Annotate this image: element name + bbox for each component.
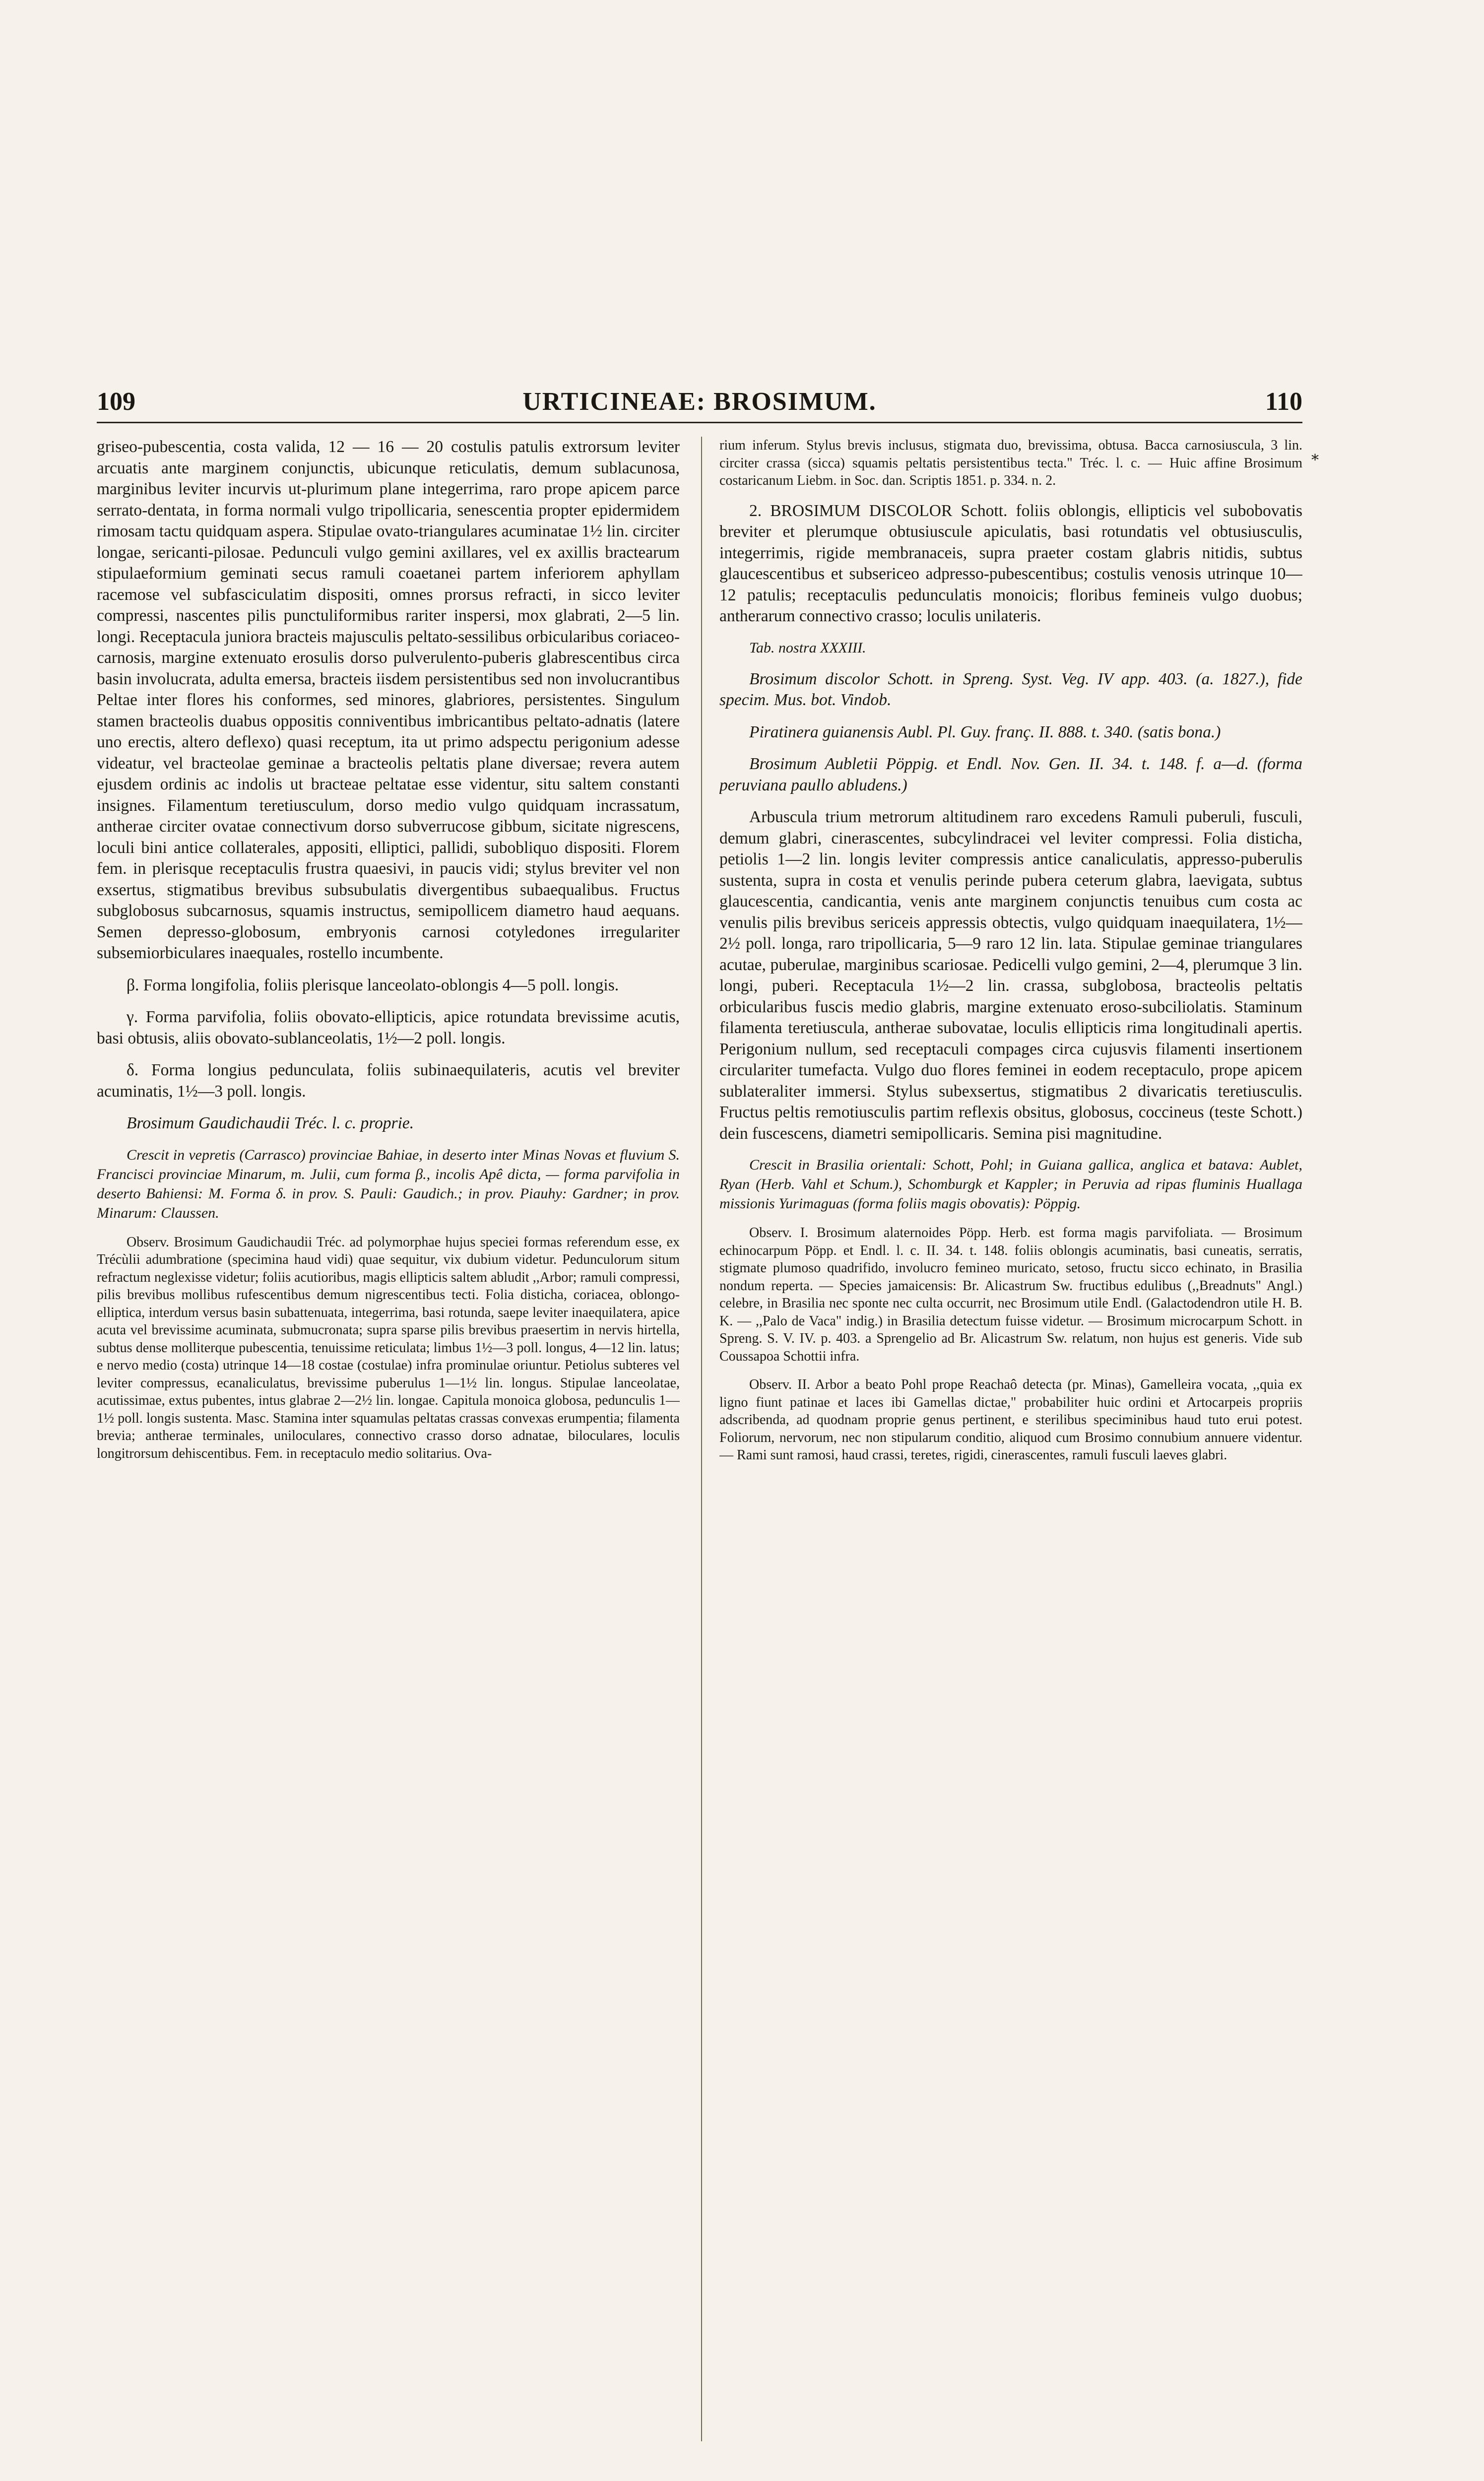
synonym-3: Brosimum Aubletii Pöppig. et Endl. Nov. Gen. II. 34. t. 148. f. a—d. (forma peruviana paullo abludens.)	[719, 755, 1302, 794]
margin-mark: *	[1311, 452, 1319, 469]
species-diagnosis: 2. BROSIMUM DISCOLOR Schott. foliis oblongis, ellipticis vel subobovatis breviter et plerumque obtusiuscule apiculatis, basi rotundatis vel obtusiusculis, integerrimis, rigide membranaceis, supra praeter costam glabris nitidis, subtus glaucescentibus et subsericeo adpresso-pubescentibus; costulis venosis utrinque 10—12 patulis; receptaculis pedunculatis monoicis; floribus femineis vulgo duobus; antherarum connectivo crasso; loculis unilateris.	[719, 501, 1302, 625]
left-column	[97, 437, 680, 2461]
plate-reference: Tab. nostra XXXIII.	[749, 639, 866, 656]
locality-paragraph: Crescit in vepretis (Carrasco) provinciae Bahiae, in deserto inter Minas Novas et fluvium S. Francisci provinciae Minarum, m. Julii, cum forma β., incolis Apê dicta, — forma parvifolia in deserto Bahiensi: M. Forma δ. in prov. S. Pauli: Gaudich.; in prov. Piauhy: Gardner; in prov. Minarum: Claussen.	[97, 1146, 680, 1221]
observation-paragraph: Observ. Brosimum Gaudichaudii Tréc. ad polymorphae hujus speciei formas referendum esse, ex Trécùlii adumbratione (specimina haud vidi) quae sequitur, vix dubium videtur. Pedunculorum situm refractum neglexisse videtur; foliis acutioribus, magis ellipticis saltem abludit ,,Arbor; ramuli compressi, pilis brevibus mollibus rufescentibus demum nigrescentibus tecti. Folia disticha, coriacea, oblongo-elliptica, interdum versus basin subattenuata, integerrima, basi rotunda, saepe leviter inaequilatera, apice acuta vel brevissime acuminata, submucronata; supra sparse pilis brevibus praesertim in nervis hirtella, subtus dense molliterque pubescentia, tenuissime reticulata; limbus 1½—3 poll. longus, 4—12 lin. latus; e nervo medio (costa) utrinque 14—18 costae (costulae) infra prominulae oriuntur. Petiolus subteres vel leviter compressus, ecanaliculatus, brevissime puberulus 1—1½ lin. longus. Stipulae lanceolatae, acutissimae, extus pubentes, intus glabrae 2—2½ lin. longae. Capitula monoica globosa, pedunculis 1—1½ poll. longis sustenta. Masc. Stamina inter squamulas peltatas crassas convexas erumpentia; filamenta brevia; antherae terminales, uniloculares, connectivo crasso dorso adnatae, biloculares, loculis longitrorsum dehiscentibus. Fem. in receptaculo medio solitarius. Ova-	[97, 1234, 680, 1461]
species-description: Arbuscula trium metrorum altitudinem raro excedens Ramuli puberuli, fusculi, demum glabri, cinerascentes, subcylindracei vel leviter compressi. Folia disticha, petiolis 1—2 lin. longis leviter compressis antice canaliculatis, appresso-puberulis sustenta, supra in costa et venulis perinde pubera ceterum glabra, laevigata, subtus glaucescentia, candicantia, venis ante marginem conjunctis tenuibus cum costa ac venulis pilis brevibus sericeis appressis obtectis, vulgo quidquam inaequilatera, 1½—2½ poll. longa, raro tripollicaria, 5—9 raro 12 lin. lata. Stipulae geminae triangulares acutae, puberulae, marginibus scariosae. Pedicelli vulgo gemini, 2—4, plerumque 3 lin. longi, puberi. Receptacula 1½—2 lin. crassa, subglobosa, bracteolis peltatis orbicularibus fuscis medio glabris, margine extenuato eroso-subciliolatis. Staminum filamenta teretiuscula, antherae subovatae, loculis ellipticis rima longitudinali apertis. Perigonium nullum, sed receptaculi compages circa cujusvis filamenti insertionem circulariter tumefacta. Vulgo duo flores feminei in eodem receptaculo, prope apicem sublateraliter immersi. Stylus subexsertus, stigmatibus 2 divaricatis teretiusculis. Fructus peltis remotiusculis partim reflexis obsitus, globosus, coccineus (teste Schott.) dein fuscescens, diametri semipollicaris. Semina pisi magnitudine.	[719, 808, 1302, 1143]
running-title: URTICINEAE: BROSIMUM.	[522, 388, 877, 416]
observation-1: Observ. I. Brosimum alaternoides Pöpp. Herb. est forma magis parvifoliata. — Brosimum echinocarpum Pöpp. et Endl. l. c. II. 34. t. 148. foliis oblongis acuminatis, basi cuneatis, serratis, stigmate plumoso quadrifido, involucro femineo muricato, setoso, fructu sicco echinato, in Brasilia nondum reperta. — Species jamaicensis: Br. Alicastrum Sw. fructibus edulibus (,,Breadnuts" Angl.) celebre, in Brasilia nec sponte nec culta occurrit, nec Brosimum utile Endl. (Galactodendron utile H. B. K. — ,,Palo de Vaca" indig.) in Brasilia detectum fuisse videtur. — Brosimum microcarpum Schott. in Spreng. S. V. IV. p. 403. a Sprengelio ad Br. Alicastrum Sw. relatum, non hujus est generis. Vide sub Coussapoa Schottii infra.	[719, 1225, 1302, 1364]
column-divider	[701, 437, 702, 2441]
paragraph-form-gamma: γ. Forma parvifolia, foliis obovato-ellipticis, apice rotundata brevissime acutis, basi obtusis, aliis obovato-sublanceolatis, 1½—2 poll. longis.	[97, 1008, 680, 1047]
left-page-number: 109	[97, 388, 135, 416]
header-rule	[97, 422, 1302, 423]
paragraph-form-beta: β. Forma longifolia, foliis plerisque lanceolato-oblongis 4—5 poll. longis.	[127, 976, 619, 994]
synonym-heading: Brosimum Gaudichaudii Tréc. l. c. proprie.	[127, 1114, 414, 1132]
page-header	[97, 387, 1302, 422]
observation-2: Observ. II. Arbor a beato Pohl prope Reachaô detecta (pr. Minas), Gamelleira vocata, ,,quia ex ligno fiunt patinae et laces ibi Gamellas dictae," probabiliter huic ordini et Artocarpeis propriis adscribenda, ad quodnam proprie genus pertinent, e sterilibus speciminibus haud tuto erui potest. Foliorum, nervorum, nec non stipularum conditio, aliquod cum Brosimo connubium annuere videntur. — Rami sunt ramosi, haud crassi, teretes, rigidi, cinerascentes, ramuli fusculi laeves glabri.	[719, 1377, 1302, 1463]
paragraph-description-continued: griseo-pubescentia, costa valida, 12 — 16 — 20 costulis patulis extrorsum leviter arcuatis ante marginem conjunctis, ubicunque reticulatis, demum sublacunosa, marginibus leviter incurvis ut-plurimum plane integerrima, raro prope apicem parce serrato-dentata, in forma normali vulgo tripollicaria, senescentia propter epidermidem rimosam tactu quidquam aspera. Stipulae ovato-triangulares acuminatae 1½ lin. circiter longae, sericanti-pilosae. Pedunculi vulgo gemini axillares, vel ex axillis bractearum stipulaeformium geminati secus ramuli coaetanei partem inferiorem aphyllam racemose vel subfasciculatim dispositi, omnes prorsus refracti, in sicco leviter compressi, nascentes pilis punctuliformibus rariter inspersi, mox glabrati, 2—5 lin. longi. Receptacula juniora bracteis majusculis peltato-sessilibus orbicularibus coriaceo-carnosis, margine extenuato erosulis dorso pulverulento-puberis glabrescentibus circa basin involucrata, adulta emersa, bracteis iisdem persistentibus sed non involucrantibus Peltae inter flores his conformes, sed minores, glabriores, persistentes. Singulum stamen bracteolis duabus oppositis conniventibus imbricantibus peltato-adnatis (latere uno erectis, altero deflexo) quasi receptum, ita ut primo adspectu perigonium adesse videatur, vel bracteolae geminae a bracteolis peltatis plane diversae; revera autem ejusdem ordinis ac indolis ut bracteae peltatae esse videntur, situ saltem constanti insignes. Filamentum teretiusculum, dorso medio vulgo quidquam incrassatum, antherae circiter ovatae connectivum dorso subverrucose gibbum, sicitate nigrescens, loculi bini antice collaterales, appositi, elliptici, pallidi, subobliquo dispositi. Florem fem. in plerisque receptaculis frustra quaesivi, in paucis vidi; stylus breviter vel non exsertus, stigmatibus brevibus subsubulatis divergentibus subaequalibus. Fructus subglobosus subcarnosus, squamis instructus, semipollicem diametro haud aequans. Semen depresso-globosum, embryonis carnosi cotyledones irregulariter subsemiorbiculares inaequales, rostello incumbente.	[97, 438, 680, 962]
right-column	[719, 437, 1302, 2461]
synonym-1: Brosimum discolor Schott. in Spreng. Syst. Veg. IV app. 403. (a. 1827.), fide specim. Mus. bot. Vindob.	[719, 669, 1302, 709]
paragraph-continuation: rium inferum. Stylus brevis inclusus, stigmata duo, brevissima, obtusa. Bacca carnosiuscula, 3 lin. circiter crassa (sicca) squamis peltatis persistentibus tecta." Tréc. l. c. — Huic affine Brosimum costaricanum Liebm. in Soc. dan. Scriptis 1851. p. 334. n. 2.	[719, 438, 1302, 488]
locality-paragraph-2: Crescit in Brasilia orientali: Schott, Pohl; in Guiana gallica, anglica et batava: Aublet, Ryan (Herb. Vahl et Schum.), Schomburgk et Kappler; in Peruvia ad ripas fluminis Huallaga missionis Yurimaguas (forma foliis magis obovatis): Pöppig.	[719, 1157, 1302, 1212]
paragraph-form-delta: δ. Forma longius pedunculata, foliis subinaequilateris, acutis vel breviter acuminatis, 1½—3 poll. longis.	[97, 1061, 680, 1101]
right-page-number: 110	[1265, 388, 1302, 416]
synonym-2: Piratinera guianensis Aubl. Pl. Guy. franç. II. 888. t. 340. (satis bona.)	[749, 722, 1221, 741]
